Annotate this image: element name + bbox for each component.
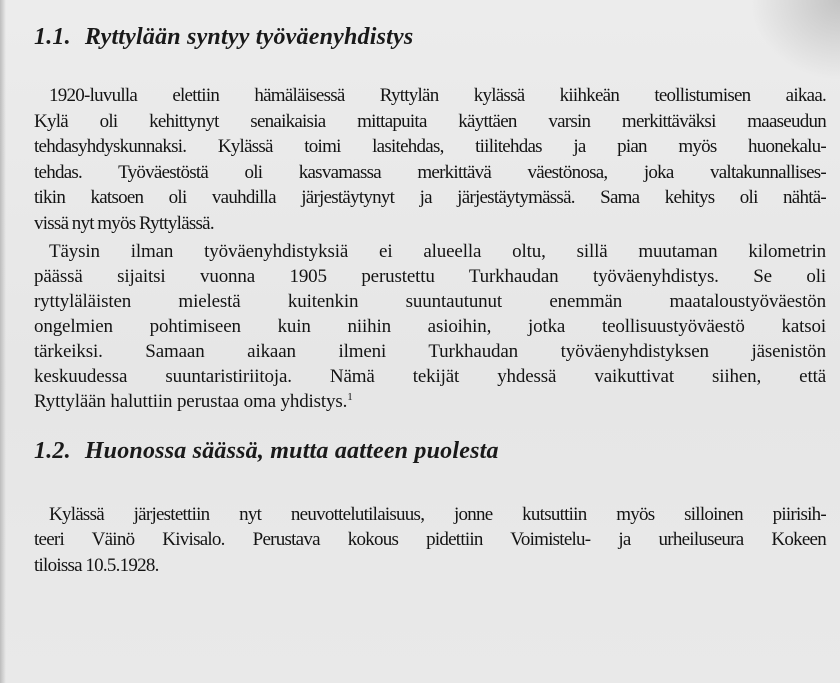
- paragraph-line: keskuudessa suuntaristiriitoja. Nämä tekijät yhdessä vaikuttivat siihen, että: [34, 365, 826, 387]
- paragraph-line: Kylässä järjestettiin nyt neuvottelutilaisuus, jonne kutsuttiin myös silloinen piirisih-: [49, 503, 826, 525]
- paragraph-line: ryttyläläisten mielestä kuitenkin suuntautunut enemmän maataloustyöväestön: [34, 290, 826, 312]
- section-1-title: Ryttylään syntyy työväenyhdistys: [84, 24, 414, 50]
- paragraph-line: teeri Väinö Kivisalo. Perustava kokous pidettiin Voimistelu- ja urheiluseura Kokeen: [34, 529, 826, 551]
- section-2-paragraph-1: [34, 502, 826, 579]
- section-2-heading: [34, 436, 826, 466]
- section-1-heading: [34, 22, 826, 52]
- paragraph-line-text: Ryttylään haluttiin perustaa oma yhdistys.: [34, 390, 348, 412]
- paragraph-line: Täysin ilman työväenyhdistyksiä ei alueella oltu, sillä muutaman kilometrin: [49, 240, 826, 262]
- paragraph-line: ongelmien pohtimiseen kuin niihin asioihin, jotka teollisuustyöväestö katsoi: [34, 315, 826, 337]
- paragraph-line: päässä sijaitsi vuonna 1905 perustettu Turkhaudan työväenyhdistys. Se oli: [34, 265, 826, 287]
- footnote-reference[interactable]: 1: [347, 390, 353, 403]
- section-2-title: Huonossa säässä, mutta aatteen puolesta: [84, 437, 499, 464]
- paragraph-line: tikin katsoen oli vauhdilla järjestäytynyt ja järjestäytymässä. Sama kehitys oli nähtä-: [34, 187, 826, 209]
- paragraph-line: tehdasyhdyskunnaksi. Kylässä toimi lasitehdas, tiilitehdas ja pian myös huonekalu-: [34, 136, 826, 158]
- section-1-paragraph-1: [34, 83, 826, 237]
- scan-left-edge: [0, 0, 6, 683]
- paragraph-line-with-footnote: [34, 389, 826, 414]
- scan-corner-bleed: [750, 0, 840, 80]
- paragraph-line: Kylä oli kehittynyt senaikaisia mittapuita käyttäen varsin merkittäväksi maaseudun: [34, 110, 826, 132]
- paragraph-line: vissä nyt myös Ryttylässä.: [34, 212, 214, 234]
- paragraph-line: 1920-luvulla elettiin hämäläisessä Ryttylän kylässä kiihkeän teollistumisen aikaa.: [49, 85, 826, 106]
- section-1-paragraph-2: [34, 239, 826, 414]
- paragraph-line: tiloissa 10.5.1928.: [34, 554, 159, 576]
- section-1-number: 1.1.: [34, 24, 71, 50]
- section-2-number: 1.2.: [34, 437, 71, 464]
- paragraph-line: tärkeiksi. Samaan aikaan ilmeni Turkhaudan työväenyhdistyksen jäsenistön: [34, 340, 826, 362]
- paragraph-line: tehdas. Työväestöstä oli kasvamassa merkittävä väestönosa, joka valtakunnallises-: [34, 161, 826, 183]
